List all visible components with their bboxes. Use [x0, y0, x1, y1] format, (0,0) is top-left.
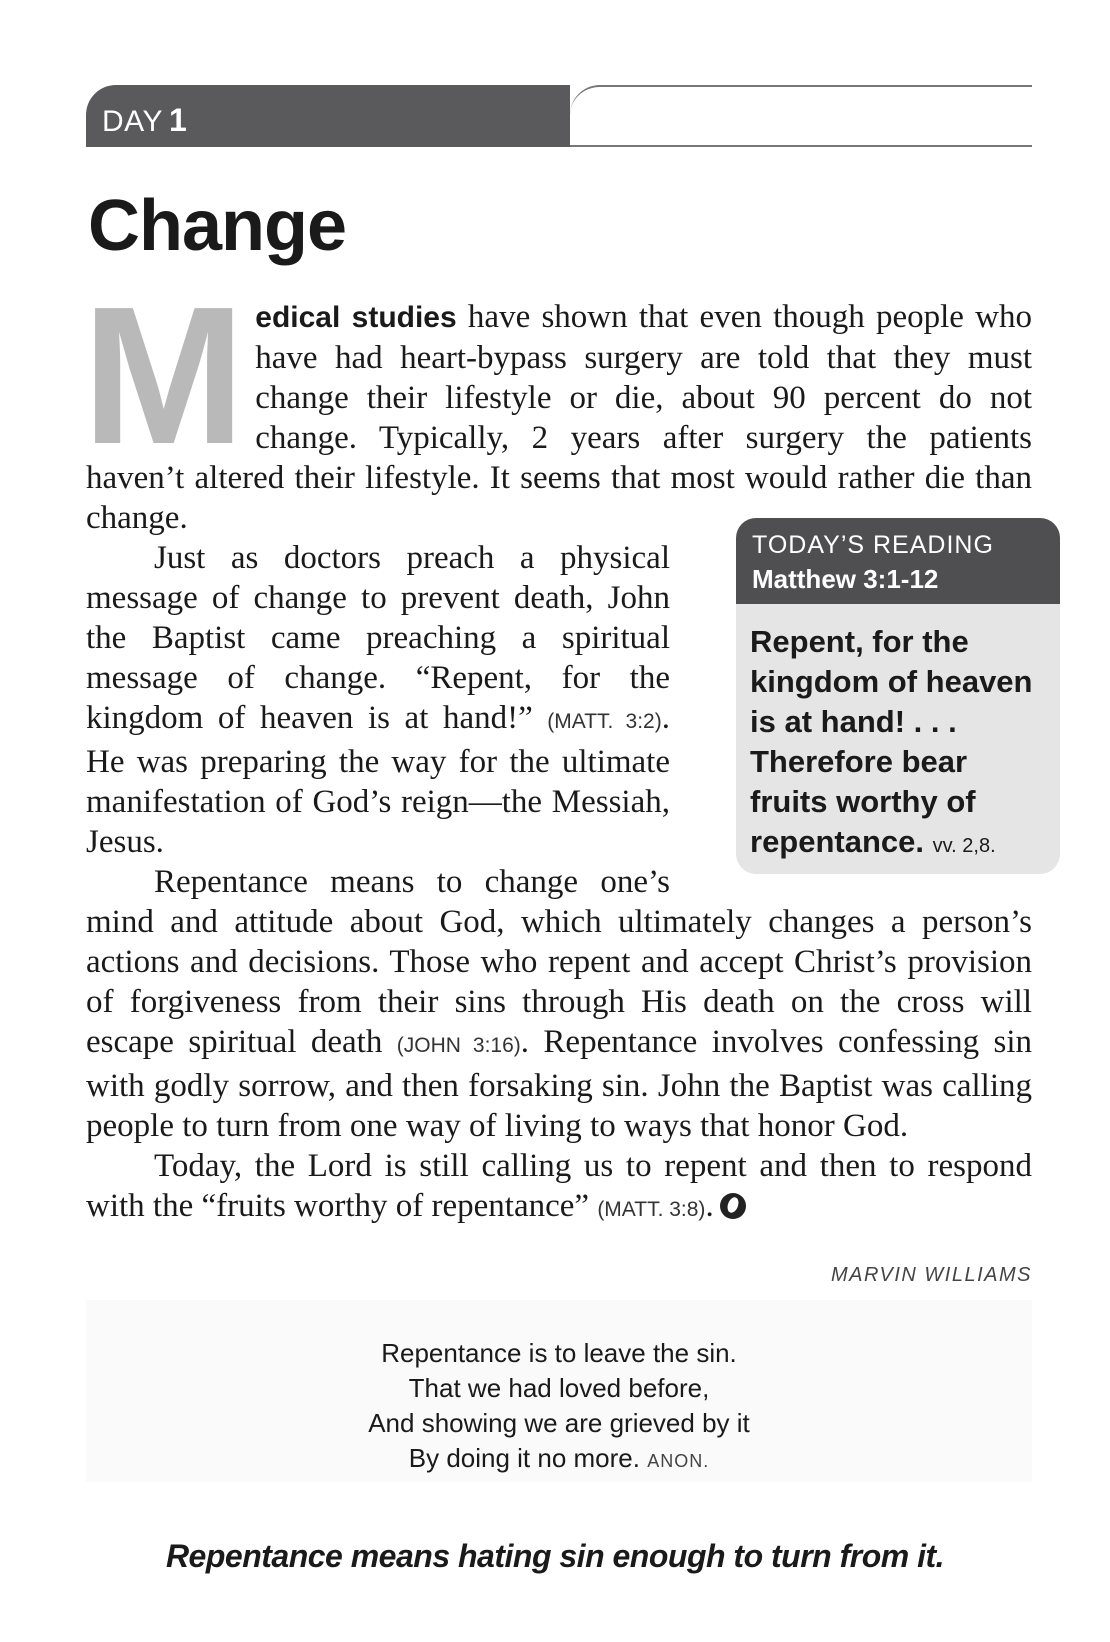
author-name: MARVIN WILLIAMS	[830, 1264, 1032, 1286]
article-paragraph-3: Repentance means to change one’s mind and attitude about God, which ultimately changes a person’s actions and decisions. Those who repent and accept Christ’s provision of forgiveness from their sins through His death on the cross will escape spiritual death (JOHN 3:16). Repentance involves confessing sin with godly sorrow, and then forsaking sin. John the Baptist was calling people to turn from one way of living to ways that honor God.	[86, 864, 1033, 1144]
day-label: DAY 1	[102, 102, 188, 138]
reading-quote: Repent, for the kingdom of heaven is at hand! . . . Therefore bear fruits worthy of repentance. vv. 2,8.	[750, 624, 1033, 859]
scripture-ref: (MATT. 3:8)	[597, 1198, 706, 1221]
poem-line: And showing we are grieved by it	[368, 1408, 750, 1438]
article-paragraph-1: Medical studies have shown that even though people who have had heart-bypass surgery are told that they must change their lifestyle or die, about 90 percent do not change. Typically, 2 years after surgery the patients haven’t altered their lifestyle. It seems that most would rather die than change.	[82, 266, 1032, 536]
poem-line: Repentance is to leave the sin.	[381, 1338, 737, 1368]
poem-attribution: ANON.	[647, 1451, 710, 1471]
poem	[86, 1336, 1032, 1479]
drop-cap: M	[82, 266, 246, 485]
page-title: Change	[88, 186, 347, 266]
scripture-ref: (MATT. 3:2)	[547, 710, 662, 733]
day-header-bar	[86, 85, 1032, 147]
reading-verses: vv. 2,8.	[932, 835, 996, 857]
article-paragraph-4: Today, the Lord is still calling us to repent and then to respond with the “fruits worthy of repentance” (MATT. 3:8).	[86, 1148, 1032, 1224]
poem-panel	[86, 1300, 1032, 1482]
day-number: 1	[168, 102, 188, 138]
thought-for-the-day: Repentance means hating sin enough to turn from it.	[165, 1538, 945, 1574]
lead-in: edical studies	[255, 301, 457, 334]
day-header-rule	[570, 85, 1032, 147]
poem-line: By doing it no more. ANON.	[408, 1443, 710, 1473]
todays-reading-box	[736, 518, 1060, 874]
reading-reference: Matthew 3:1-12	[752, 564, 939, 594]
day-header-tab	[86, 85, 570, 147]
reading-header	[736, 518, 1060, 604]
leaf-icon	[720, 1193, 746, 1219]
article-paragraph-2: Just as doctors preach a physical message of change to prevent death, John the Baptist came preaching a spiritual message of change. “Repent, for the kingdom of heaven is at hand!” (MATT. 3:2). He was preparing the way for the ultimate manifestation of God’s reign—the Messiah, Jesus.	[86, 540, 670, 860]
scripture-ref: (JOHN 3:16)	[396, 1034, 521, 1057]
reading-label: TODAY’S READING	[752, 531, 994, 559]
poem-line: That we had loved before,	[408, 1373, 710, 1403]
